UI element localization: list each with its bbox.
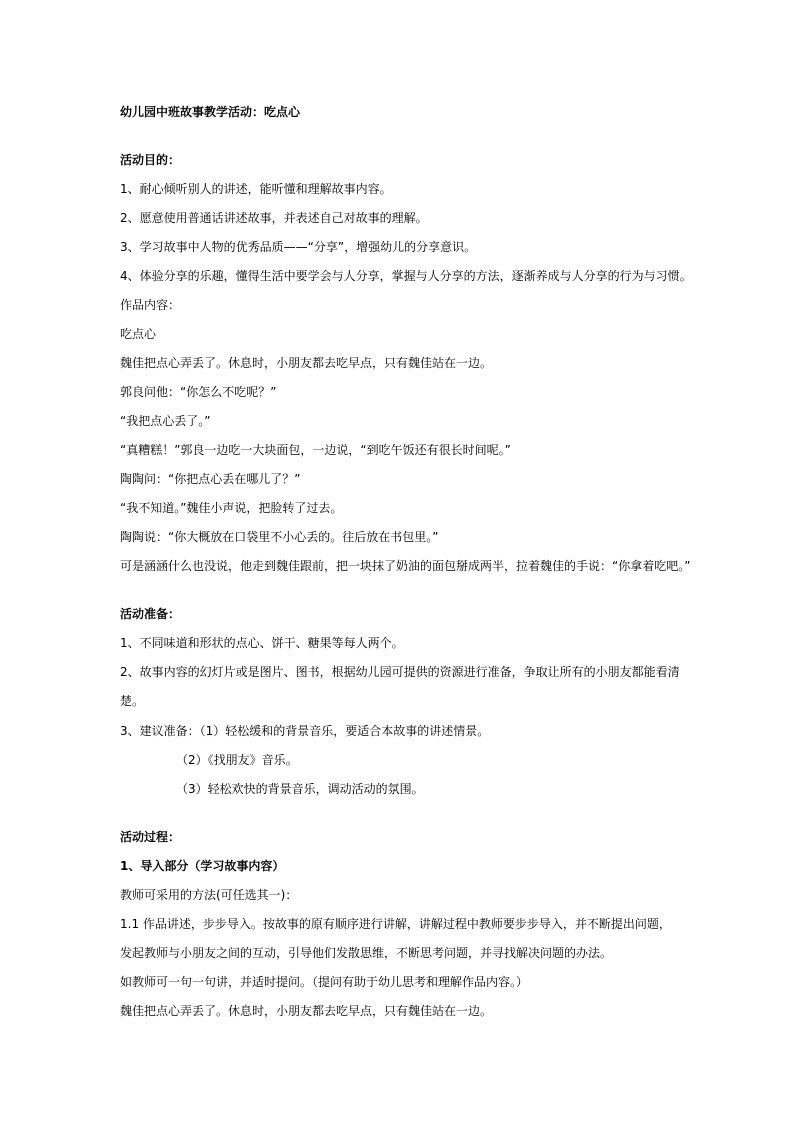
story-title: 吃点心 bbox=[120, 327, 157, 341]
method-line: 1.1 作品讲述，步步导入。按故事的原有顺序进行讲解，讲解过程中教师要步步导入，并不断提出问题， bbox=[120, 917, 671, 931]
goal-item: 3、学习故事中人物的优秀品质——“分享”，增强幼儿的分享意识。 bbox=[120, 240, 477, 254]
story-line: 魏佳把点心弄丢了。休息时，小朋友都去吃早点，只有魏佳站在一边。 bbox=[120, 356, 493, 370]
story-line: “真糟糕！”郭良一边吃一大块面包，一边说，“到吃午饭还有很长时间呢。” bbox=[120, 443, 511, 457]
prep-heading: 活动准备： bbox=[120, 607, 181, 621]
story-line: 可是涵涵什么也没说，他走到魏佳跟前，把一块抹了奶油的面包掰成两半，拉着魏佳的手说：“你拿着吃吧。” bbox=[120, 559, 691, 573]
method-line: 发起教师与小朋友之间的互动，引导他们发散思维，不断思考问题，并寻找解决问题的办法。 bbox=[120, 946, 613, 960]
goals-heading: 活动目的： bbox=[120, 153, 181, 167]
story-line: 魏佳把点心弄丢了。休息时，小朋友都去吃早点，只有魏佳站在一边。 bbox=[120, 1004, 493, 1018]
story-line: 郭良问他：“你怎么不吃呢？” bbox=[120, 385, 277, 399]
prep-item-continued: 楚。 bbox=[120, 694, 145, 708]
example-line: 如教师可一句一句讲，并适时提问。（提问有助于幼儿思考和理解作品内容。） bbox=[120, 975, 529, 989]
goal-item: 2、愿意使用普通话讲述故事，并表述自己对故事的理解。 bbox=[120, 211, 428, 225]
prep-item: 1、不同味道和形状的点心、饼干、糖果等每人两个。 bbox=[120, 636, 404, 650]
step-heading: 1、导入部分（学习故事内容） bbox=[120, 859, 285, 873]
prep-subitem: （2）《找朋友》音乐。 bbox=[176, 753, 298, 767]
prep-subitem: （3）轻松欢快的背景音乐，调动活动的氛围。 bbox=[176, 782, 424, 796]
document-title: 幼儿园中班故事教学活动：吃点心 bbox=[120, 105, 301, 119]
work-label: 作品内容： bbox=[120, 298, 181, 312]
goal-item: 4、体验分享的乐趣，懂得生活中要学会与人分享，掌握与人分享的方法，逐渐养成与人分享的行为与习惯。 bbox=[120, 269, 692, 283]
method-intro: 教师可采用的方法(可任选其一)： bbox=[120, 888, 298, 902]
prep-item: 3、建议准备：（1）轻松缓和的背景音乐，要适合本故事的讲述情景。 bbox=[120, 724, 490, 738]
story-line: 陶陶说：“你大概放在口袋里不小心丢的。往后放在书包里。” bbox=[120, 530, 439, 544]
story-line: “我不知道。”魏佳小声说，把脸转了过去。 bbox=[120, 501, 343, 515]
process-heading: 活动过程： bbox=[120, 830, 181, 844]
story-line: 陶陶问：“你把点心丢在哪儿了？” bbox=[120, 472, 301, 486]
goal-item: 1、耐心倾听别人的讲述，能听懂和理解故事内容。 bbox=[120, 182, 392, 196]
prep-item: 2、故事内容的幻灯片或是图片、图书，根据幼儿园可提供的资源进行准备，争取让所有的小朋友都能看清 bbox=[120, 665, 680, 679]
story-line: “我把点心丢了。” bbox=[120, 414, 211, 428]
